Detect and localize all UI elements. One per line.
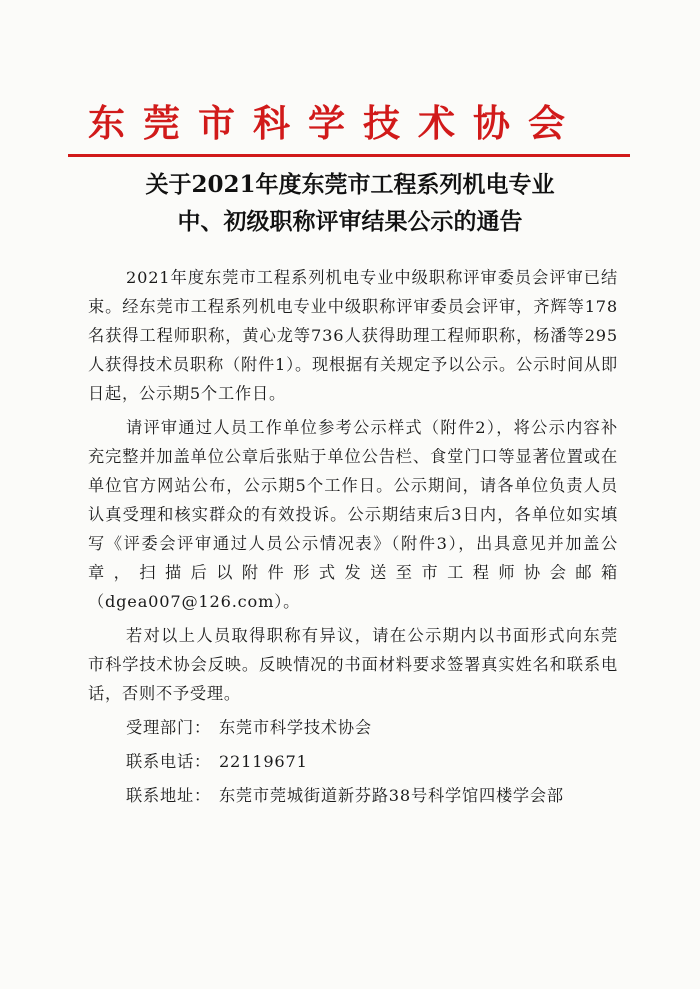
- department-label: 受理部门：: [126, 718, 211, 737]
- title-line-2: 中、初级职称评审结果公示的通告: [177, 208, 523, 235]
- paragraph-publicity: 请评审通过人员工作单位参考公示样式（附件2），将公示内容补充完整并加盖单位公章后张贴于单位公告栏、食堂门口等显著位置或在单位官方网站公布，公示期5个工作日。公示期间，请各单位负责人员认真受理和核实群众的有效投诉。公示期结束后3日内，各单位如实填写《评委会评审通过人员公示情况表》（附件3），出具意见并加盖公章，扫描后以附件形式发送至市工程师协会邮箱（dgea007@126.com）。: [88, 418, 618, 611]
- paragraph-result: 2021年度东莞市工程系列机电专业中级职称评审委员会评审已结束。经东莞市工程系列机电专业中级职称评审委员会评审，齐辉等178名获得工程师职称，黄心龙等736人获得助理工程师职称，杨潘等295人获得技术员职称（附件1）。现根据有关规定予以公示。公示时间从即日起，公示期5个工作日。: [88, 268, 618, 403]
- contact-phone: [88, 747, 618, 776]
- phone-value: 22119671: [218, 752, 308, 771]
- red-divider: [68, 154, 630, 157]
- title-line-1: 关于2021年度东莞市工程系列机电专业: [145, 171, 555, 198]
- paragraph-objection: 若对以上人员取得职称有异议，请在公示期内以书面形式向东莞市科学技术协会反映。反映情况的书面材料要求签署真实姓名和联系电话，否则不予受理。: [88, 626, 618, 703]
- document-body: [88, 263, 618, 810]
- phone-label: 联系电话：: [126, 752, 211, 771]
- address-label: 联系地址：: [126, 786, 211, 805]
- contact-department: [88, 713, 618, 742]
- contact-address: [88, 781, 618, 810]
- document-title: [0, 166, 700, 240]
- department-value: 东莞市科学技术协会: [218, 718, 372, 737]
- org-header: 东莞市科学技术协会: [88, 101, 583, 145]
- address-value: 东莞市莞城街道新芬路38号科学馆四楼学会部: [218, 786, 564, 805]
